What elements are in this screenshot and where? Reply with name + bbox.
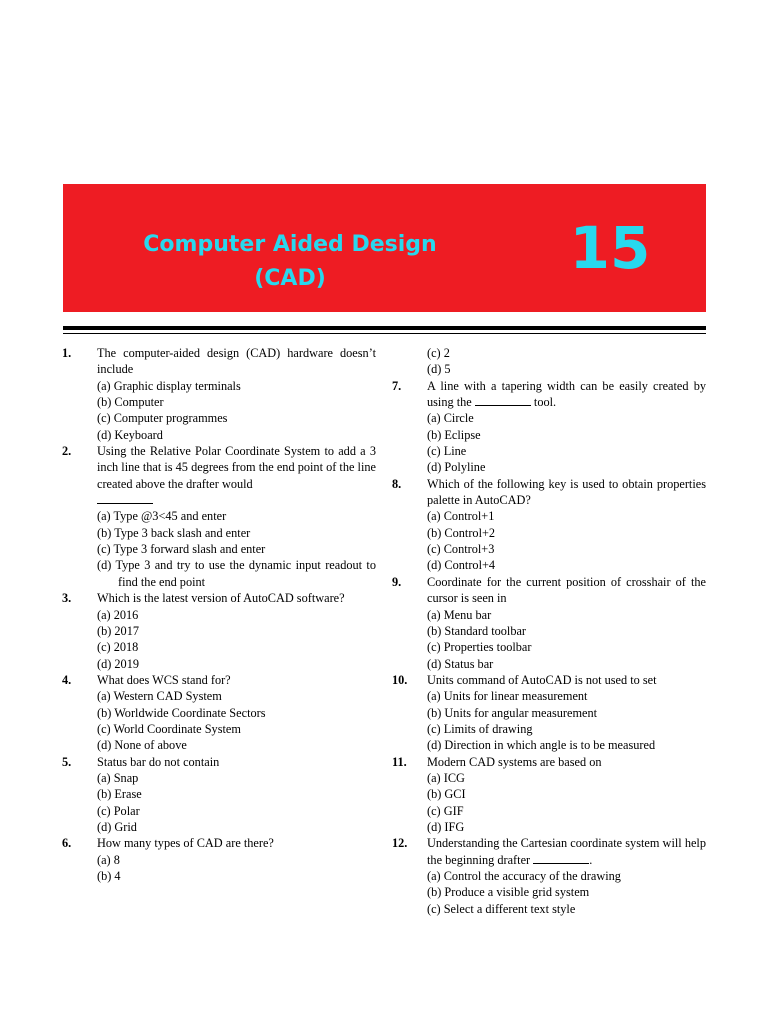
question-text: Using the Relative Polar Coordinate System to add a 3 inch line that is 45 degrees from the end point of the line created above the drafter would <box>97 444 376 491</box>
chapter-title-line2: (CAD) <box>254 266 326 291</box>
question-number: 1. <box>62 346 72 360</box>
option-d: (d) Control+4 <box>427 558 496 573</box>
option-b: (b) Produce a visible grid system <box>427 885 590 900</box>
option-b: (b) Eclipse <box>427 427 481 442</box>
option-c: (c) Polar <box>97 803 140 818</box>
option-b: (b) Computer <box>97 395 164 410</box>
option-c: (c) Properties toolbar <box>427 640 532 655</box>
question-4 <box>62 672 376 754</box>
option-a: (a) Type @3<45 and enter <box>97 509 227 524</box>
question-2 <box>62 443 376 590</box>
option-c: (c) GIF <box>427 803 464 818</box>
option-c: (c) 2018 <box>97 640 139 655</box>
option-b: (b) Standard toolbar <box>427 623 527 638</box>
option-c: (c) World Coordinate System <box>97 721 241 736</box>
option-a: (a) Western CAD System <box>97 689 222 704</box>
right-column <box>392 345 706 917</box>
option-d: (d) Type 3 and try to use the dynamic input readout to find the end point <box>97 558 376 589</box>
answer-blank <box>97 503 153 504</box>
option-a: (a) Control+1 <box>427 509 495 524</box>
question-7 <box>392 378 706 476</box>
answer-blank-line <box>97 492 376 508</box>
option-c: (c) Select a different text style <box>427 901 576 916</box>
question-number: 9. <box>392 574 402 589</box>
option-c: (c) 2 <box>427 346 450 360</box>
question-number: 8. <box>392 476 402 491</box>
question-text: Which of the following key is used to obtain properties palette in AutoCAD? <box>427 476 706 508</box>
question-text-after-blank: . <box>589 852 593 867</box>
question-10 <box>392 672 706 754</box>
question-number: 7. <box>392 378 402 393</box>
chapter-title <box>75 228 505 296</box>
question-text-after-blank: tool. <box>533 395 557 410</box>
question-text <box>427 378 706 411</box>
option-d: (d) IFG <box>427 819 465 834</box>
option-d: (d) 2019 <box>97 656 140 671</box>
option-a: (a) Units for linear measurement <box>427 689 588 704</box>
option-d: (d) Status bar <box>427 656 494 671</box>
option-b: (b) Control+2 <box>427 525 496 540</box>
question-1 <box>62 345 376 443</box>
option-b: (b) 2017 <box>97 623 140 638</box>
question-text: The computer-aided design (CAD) hardware doesn’t include <box>97 346 376 377</box>
question-text: Units command of AutoCAD is not used to set <box>427 672 657 687</box>
option-d: (d) Polyline <box>427 460 486 475</box>
answer-blank <box>533 863 589 864</box>
option-c: (c) Computer programmes <box>97 411 228 426</box>
option-d: (d) Grid <box>97 819 137 834</box>
option-a: (a) ICG <box>427 770 465 785</box>
question-8 <box>392 476 706 574</box>
question-3 <box>62 590 376 672</box>
chapter-number: 15 <box>569 214 651 282</box>
option-d: (d) None of above <box>97 738 187 753</box>
header-rule-thin <box>63 333 706 334</box>
question-text-before-blank: Understanding the Cartesian coordinate system will help the beginning drafter <box>427 836 706 867</box>
option-a: (a) Menu bar <box>427 607 492 622</box>
option-a: (a) Snap <box>97 770 139 785</box>
question-text: Modern CAD systems are based on <box>427 754 602 769</box>
question-6 <box>62 835 376 884</box>
question-text: Status bar do not contain <box>97 754 220 769</box>
question-text: How many types of CAD are there? <box>97 836 274 851</box>
option-b: (b) 4 <box>97 869 121 883</box>
question-11 <box>392 754 706 836</box>
option-b: (b) GCI <box>427 787 466 802</box>
question-text: Which is the latest version of AutoCAD software? <box>97 591 345 606</box>
chapter-title-line1: Computer Aided Design <box>143 232 437 257</box>
option-d: (d) Keyboard <box>97 427 163 442</box>
question-number: 4. <box>62 672 72 687</box>
question-text <box>427 835 706 868</box>
question-9 <box>392 574 706 672</box>
question-number: 6. <box>62 836 72 851</box>
question-6-continued <box>392 345 706 378</box>
option-d: (d) Direction in which angle is to be measured <box>427 738 656 753</box>
question-number: 11. <box>392 754 407 769</box>
header-rule-thick <box>63 326 706 330</box>
question-text-before-blank: A line with a tapering width can be easily created by using the <box>427 378 706 410</box>
question-5 <box>62 754 376 836</box>
option-c: (c) Type 3 forward slash and enter <box>97 542 266 557</box>
option-b: (b) Type 3 back slash and enter <box>97 525 251 540</box>
option-a: (a) Graphic display terminals <box>97 378 241 393</box>
question-number: 2. <box>62 444 72 459</box>
question-text: What does WCS stand for? <box>97 672 231 687</box>
left-column <box>62 345 376 884</box>
option-c: (c) Limits of drawing <box>427 721 533 736</box>
option-b: (b) Erase <box>97 787 142 802</box>
question-text: Coordinate for the current position of crosshair of the cursor is seen in <box>427 574 706 606</box>
answer-blank <box>475 405 531 406</box>
option-b: (b) Units for angular measurement <box>427 705 598 720</box>
question-number: 5. <box>62 754 72 769</box>
option-c: (c) Line <box>427 444 467 459</box>
question-number: 10. <box>392 672 408 687</box>
question-12 <box>392 835 706 917</box>
option-a: (a) 8 <box>97 852 120 867</box>
question-number: 3. <box>62 591 72 606</box>
option-c: (c) Control+3 <box>427 542 495 557</box>
option-a: (a) Circle <box>427 411 474 426</box>
option-b: (b) Worldwide Coordinate Sectors <box>97 705 266 720</box>
option-a: (a) 2016 <box>97 607 139 622</box>
option-d: (d) 5 <box>427 362 451 377</box>
option-a: (a) Control the accuracy of the drawing <box>427 869 621 883</box>
question-number: 12. <box>392 836 408 851</box>
